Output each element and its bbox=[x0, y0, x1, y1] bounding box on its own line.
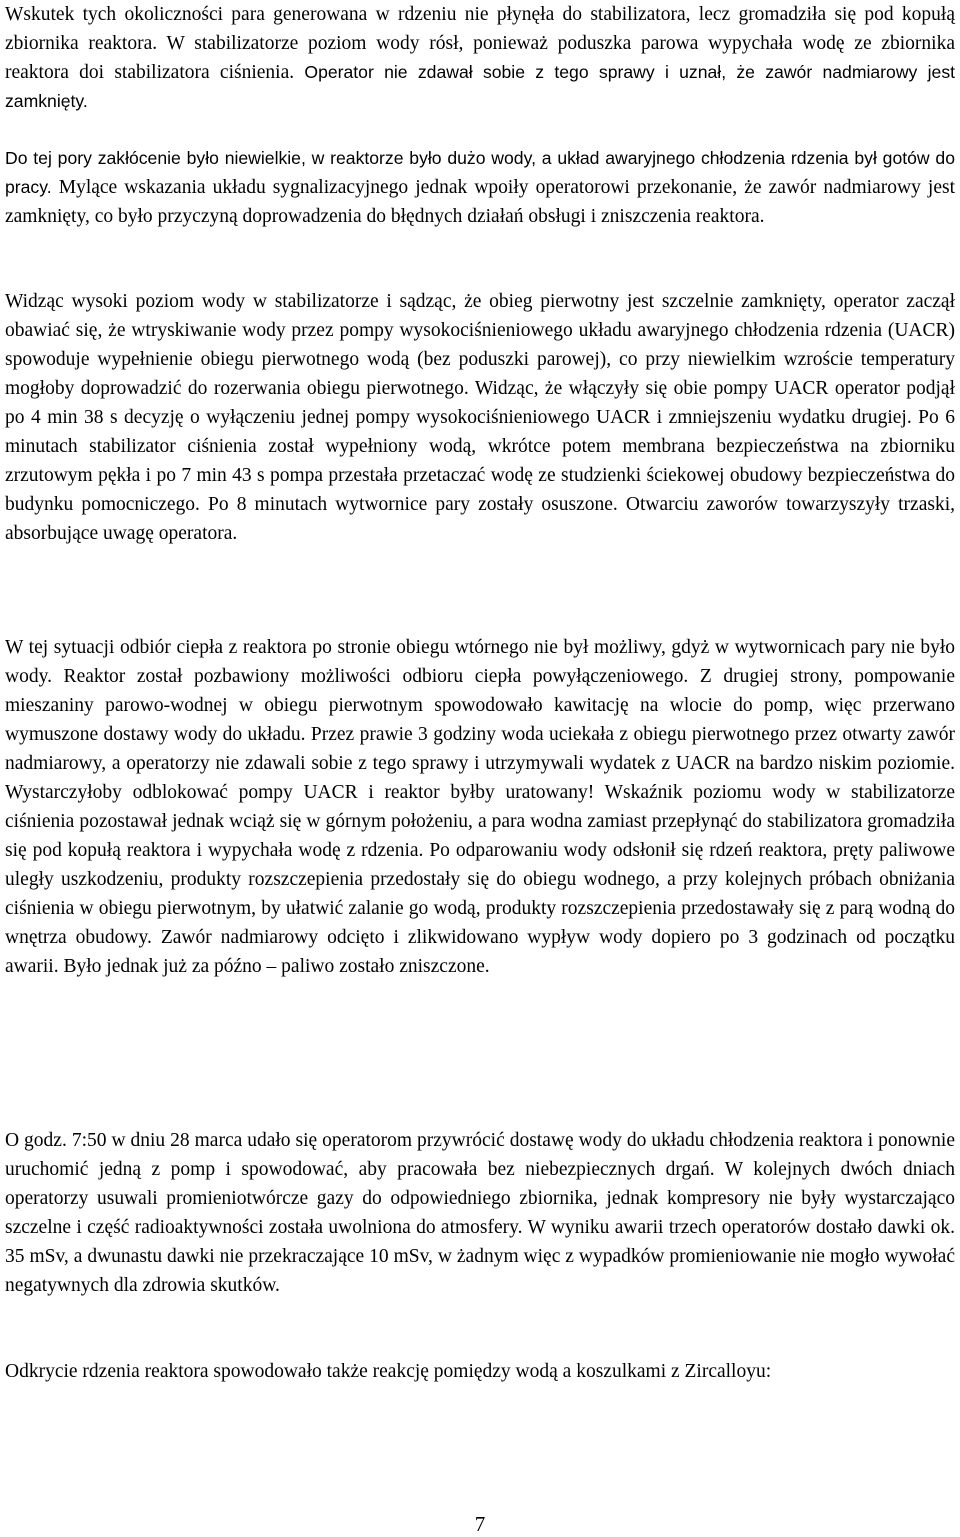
page-number: 7 bbox=[474, 1512, 486, 1536]
paragraph-3 bbox=[5, 287, 955, 548]
paragraph-2-segment-2: Mylące wskazania układu sygnalizacyjnego jednak wpoiły operatorowi przekonanie, że zawór nadmiarowy jest zamknięty, co było przyczyną doprowadzenia do błędnych działań obsługi i zniszczenia reaktora. bbox=[5, 177, 955, 227]
paragraph-1 bbox=[5, 0, 955, 116]
paragraph-2 bbox=[5, 144, 955, 231]
paragraph-5-segment-1: O godz. 7:50 w dniu 28 marca udało się operatorom przywrócić dostawę wody do układu chłodzenia reaktora i ponownie uruchomić jedną z pomp i spowodować, aby pracowała bez niebezpiecznych drgań. W kolejnych dwóch dniach operatorzy usuwali promieniotwórcze gazy do odpowiedniego zbiornika, jednak kompresory nie były wystarczająco szczelne i część radioaktywności została uwolniona do atmosfery. W wyniku awarii trzech operatorów dostało dawki ok. 35 mSv, a dwunastu dawki nie przekraczające 10 mSv, w żadnym więc z wypadków promieniowanie nie mogło wywołać negatywnych dla zdrowia skutków. bbox=[5, 1130, 955, 1296]
paragraph-6 bbox=[5, 1357, 955, 1386]
paragraph-5 bbox=[5, 1126, 955, 1300]
paragraph-6-segment-1: Odkrycie rdzenia reaktora spowodowało także reakcję pomiędzy wodą a koszulkami z Zircalloyu: bbox=[5, 1361, 772, 1382]
paragraph-4 bbox=[5, 633, 955, 981]
paragraph-3-segment-1: Widząc wysoki poziom wody w stabilizatorze i sądząc, że obieg pierwotny jest szczelnie zamknięty, operator zaczął obawiać się, że wtryskiwanie wody przez pompy wysokociśnieniowego układu awaryjnego chłodzenia rdzenia (UACR) spowoduje wypełnienie obiegu pierwotnego wodą (bez poduszki parowej), co przy niewielkim wzroście temperatury mogłoby doprowadzić do rozerwania obiegu pierwotnego. Widząc, że włączyły się obie pompy UACR operator podjął po 4 min 38 s decyzję o wyłączeniu jednej pompy wysokociśnieniowego UACR i zmniejszeniu wydatku drugiej. Po 6 minutach stabilizator ciśnienia został wypełniony wodą, wkrótce potem membrana bezpieczeństwa na zbiorniku zrzutowym pękła i po 7 min 43 s pompa przestała przetaczać wodę ze studzienki ściekowej obudowy bezpieczeństwa do budynku pomocniczego. Po 8 minutach wytwornice pary zostały osuszone. Otwarciu zaworów towarzyszyły trzaski, absorbujące uwagę operatora. bbox=[5, 291, 955, 544]
paragraph-4-segment-1: W tej sytuacji odbiór ciepła z reaktora po stronie obiegu wtórnego nie był możliwy, gdyż w wytwornicach pary nie było wody. Reaktor został pozbawiony możliwości odbioru ciepła powyłączeniowego. Z drugiej strony, pompowanie mieszaniny parowo-wodnej w obiegu pierwotnym spowodowało kawitację na wlocie do pomp, więc przerwano wymuszone dostawy wody do układu. Przez prawie 3 godziny woda uciekała z obiegu pierwotnego przez otwarty zawór nadmiarowy, a operatorzy nie zdawali sobie z tego sprawy i utrzymywali wydatek z UACR na bardzo niskim poziomie. Wystarczyłoby odblokować pompy UACR i reaktor byłby uratowany! Wskaźnik poziomu wody w stabilizatorze ciśnienia pozostawał jednak wciąż się w górnym położeniu, a para wodna zamiast przepłynąć do stabilizatora gromadziła się pod kopułą reaktora i wypychała wodę z rdzenia. Po odparowaniu wody odsłonił się rdzeń reaktora, pręty paliwowe uległy uszkodzeniu, produkty rozszczepienia przedostały się do obiegu wodnego, a przy kolejnych próbach obniżania ciśnienia w obiegu pierwotnym, by ułatwić zalanie go wodą, produkty rozszczepienia przedostawały się z parą wodną do wnętrza obudowy. Zawór nadmiarowy odcięto i zlikwidowano wypływ wody dopiero po 3 godzinach od początku awarii. Było jednak już za późno – paliwo zostało zniszczone. bbox=[5, 637, 955, 977]
paragraph-1-segment-2: Operator nie zdawał sobie z tego sprawy i uznał, że zawór nadmiarowy jest zamknięty. bbox=[5, 62, 955, 111]
paragraph-1-segment-1: Wskutek tych okoliczności para generowana w rdzeniu nie płynęła do stabilizatora, lecz gromadziła się pod kopułą zbiornika reaktora. W stabilizatorze poziom wody rósł, ponieważ poduszka parowa wypychała wodę ze zbiornika reaktora doi stabilizatora ciśnienia. bbox=[5, 4, 955, 83]
paragraph-2-segment-1: Do tej pory zakłócenie było niewielkie, w reaktorze było dużo wody, a układ awaryjnego chłodzenia rdzenia był gotów do pracy. bbox=[5, 148, 955, 197]
